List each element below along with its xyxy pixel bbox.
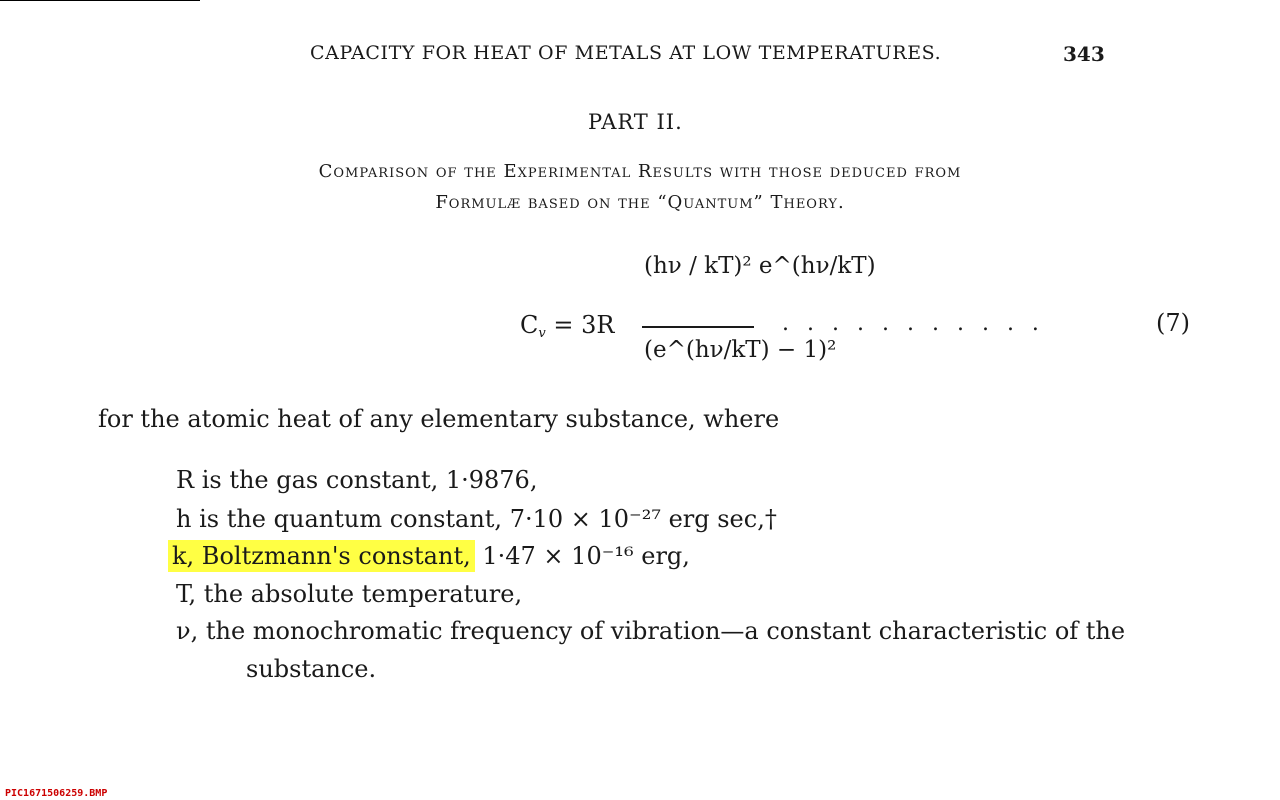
top-rule [0, 0, 200, 1]
definition-absolute-temperature: T, the absolute temperature, [176, 580, 523, 608]
definition-quantum-constant: h is the quantum constant, 7·10 × 10⁻²⁷ erg sec,† [176, 505, 777, 533]
section-title-line-2: Formulæ based on the “Quantum” Theory. [435, 192, 845, 213]
heat-capacity-subscript: v [538, 326, 546, 341]
equation-lhs [520, 311, 614, 341]
part-heading: PART II. [588, 110, 683, 134]
equals-factor: = 3R [553, 311, 615, 339]
running-head: CAPACITY FOR HEAT OF METALS AT LOW TEMPERATURES. [310, 42, 942, 64]
heat-capacity-symbol: C [520, 311, 539, 339]
fraction-denominator: (e^(hν/kT) − 1)² [644, 337, 837, 363]
boltzmann-value: 1·47 × 10⁻¹⁶ erg, [474, 542, 690, 570]
fraction-bar [642, 326, 754, 328]
file-label: PIC1671506259.BMP [5, 788, 108, 799]
definition-frequency-continued: substance. [246, 655, 377, 683]
definition-frequency: ν, the monochromatic frequency of vibration—a constant characteristic of the [176, 617, 1126, 645]
definition-gas-constant: R is the gas constant, 1·9876, [176, 466, 538, 494]
body-text: for the atomic heat of any elementary substance, where [98, 405, 780, 433]
section-title-line-1: Comparison of the Experimental Results with those deduced from [318, 161, 962, 182]
highlighted-text: k, Boltzmann's constant, [168, 540, 475, 572]
equation-leader-dots: ........... [782, 311, 1057, 336]
equation-7 [520, 245, 1220, 390]
equation-number: (7) [1156, 309, 1190, 337]
fraction-numerator: (hν / kT)² e^(hν/kT) [644, 253, 876, 279]
definition-boltzmann-constant [172, 542, 690, 570]
page-number: 343 [1063, 42, 1105, 66]
